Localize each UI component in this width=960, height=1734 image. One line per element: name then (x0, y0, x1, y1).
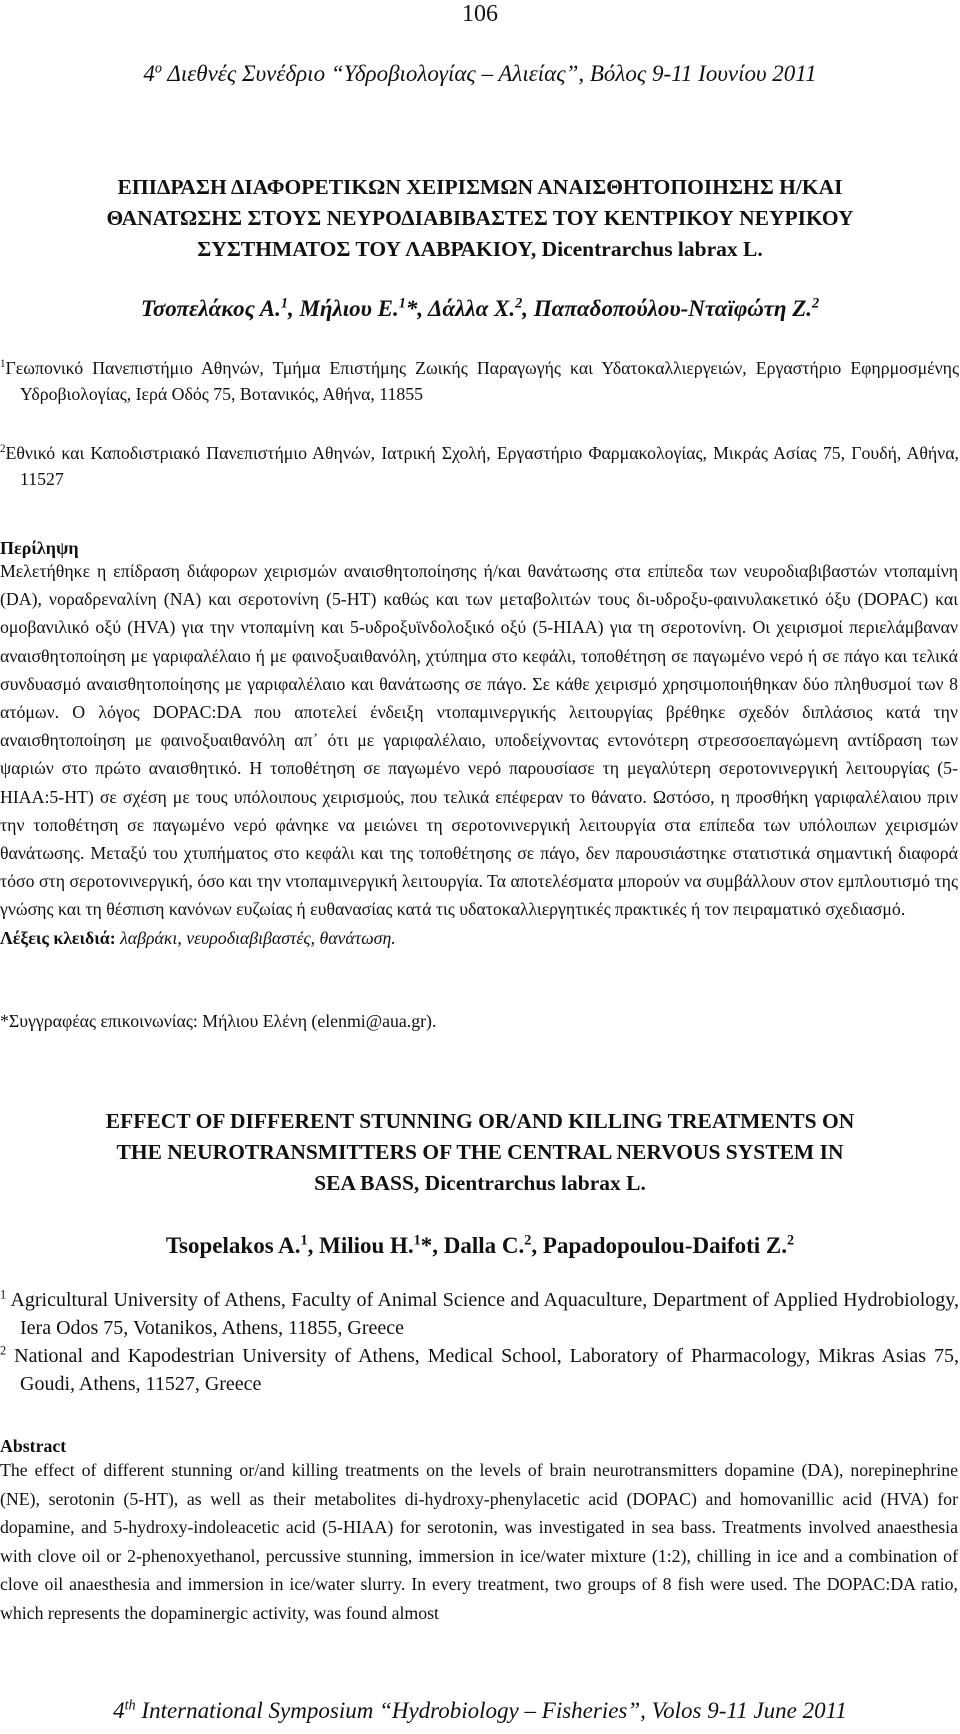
author-name: , Miliou H. (307, 1233, 414, 1258)
running-header (0, 60, 960, 88)
author-sup: 2 (812, 295, 820, 312)
author-sup: 2 (787, 1232, 795, 1249)
greek-abstract-text: Μελετήθηκε η επίδραση διάφορων χειρισμών αναισθητοποίησης ή/και θανάτωσης στα επίπεδα των νευροδιαβιβαστών ντοπαμίνη (DA), νοραδρεναλίνη (NA) και σεροτονίνη (5-HT) καθώς και των μεταβολιτών τους δι-υδροξυ-φαινυλακετικό όξυ (DOPAC) και ομοβανιλικό οξύ (HVA) για την ντοπαμίνη και 5-υδροξυϊνδολοξικό οξύ (5-HIAA) για τη σεροτονίνη. Οι χειρισμοί περιελάμβαναν αναισθητοποίηση με γαριφαλέλαιο ή με φαινοξυαιθανόλη, χτύπημα στο κεφάλι, τοποθέτηση σε παγωμένο νερό ή σε πάγο και τελικά συνδυασμό αναισθητοποίησης με γαριφαλέλαιο και θανάτωσης σε πάγο. Σε κάθε χειρισμό χρησιμοποιήθηκαν δύο πληθυσμοί των 8 ατόμων. Ο λόγος DOPAC:DA που αποτελεί ένδειξη ντοπαμινεργικής λειτουργίας βρέθηκε σχεδόν διπλάσιος κατά την αναισθητοποίηση με φαινοξυαιθανόλη απ᾽ ότι με γαριφαλέλαιο, υποδείχνοντας εντονότερη στρεσσοεπαγώμενη αντίδραση των ψαριών στο πρώτο αναισθητικό. Η τοποθέτηση σε παγωμένο νερό παρουσίασε τη μεγαλύτερη σεροτονινεργική λειτουργίας (5-HIAA:5-HT) σε σχέση με τους υπόλοιπους χειρισμούς, που τελικά επέφεραν το θάνατο. Ωστόσο, η προσθήκη γαριφαλέλαιου πριν την τοποθέτηση σε παγωμένο νερό φάνηκε να μειώνει τη σεροτονινεργική λειτουργία στα επίπεδα των υπόλοιπων χειρισμών θανάτωσης. Μεταξύ του χτυπήματος στο κεφάλι και της τοποθέτησης σε πάγο, δεν παρουσιάστηκε στατιστικά σημαντική διαφορά τόσο στη σεροτονινεργική, όσο και την ντοπαμινεργική λειτουργία. Τα αποτελέσματα μπορούν να συμβάλλουν στον εμπλουτισμό της γνώσης και τη θέσπιση κανόνων ευζωίας ή ευθανασίας κατά τις υδατοκαλλιεργητικές πρακτικές ή τον πειραματικό σχεδιασμό. (0, 561, 958, 920)
greek-title-line: ΕΠΙΔΡΑΣΗ ΔΙΑΦΟΡΕΤΙΚΩΝ ΧΕΙΡΙΣΜΩΝ ΑΝΑΙΣΘΗΤΟΠΟΙΗΣΗΣ Η/ΚΑΙ (117, 175, 843, 199)
english-abstract-heading: Abstract (0, 1436, 67, 1456)
greek-title (0, 172, 960, 265)
affiliation-sup: 2 (0, 443, 6, 456)
author-sup: 1 (300, 1232, 308, 1249)
greek-affiliation-2 (0, 440, 960, 492)
keywords: λαβράκι, νευροδιαβιβαστές, θανάτωση. (115, 927, 396, 948)
affiliation-sup: 1 (0, 358, 6, 371)
author-sup: 1 (280, 295, 288, 312)
author-sup: 2 (515, 295, 523, 312)
author-name: , Παπαδοπούλου-Νταϊφώτη Ζ. (522, 296, 812, 321)
affiliation-text: National and Kapodestrian University of Athens, Medical School, Laboratory of Pharmacology, Mikras Asias 75, Goudi, Athens, 11527, Greece (6, 1345, 959, 1395)
footer-text: International Symposium “Hydrobiology – Fisheries”, Volos 9-11 June 2011 (135, 1698, 847, 1723)
affiliation-text: Γεωπονικό Πανεπιστήμιο Αθηνών, Τμήμα Επιστήμης Ζωικής Παραγωγής και Υδατοκαλλιεργειών, Εργαστήριο Εφηρμοσμένης Υδροβιολογίας, Ιερά Οδός 75, Βοτανικός, Αθήνα, 11855 (5, 358, 959, 404)
author-sup: 1 (413, 1232, 421, 1249)
english-authors (0, 1232, 960, 1260)
author-name: Τσοπελάκος Α. (140, 296, 281, 321)
footer-ordinal: 4 (113, 1698, 125, 1723)
page-number: 106 (462, 1, 498, 27)
english-title-line: EFFECT OF DIFFERENT STUNNING OR/AND KILLING TREATMENTS ON (105, 1109, 855, 1133)
affiliation-text: Agricultural University of Athens, Faculty of Animal Science and Aquaculture, Department of Applied Hydrobiology, Iera Odos 75, Votanikos, Athens, 11855, Greece (6, 1289, 959, 1339)
author-name: , Papadopoulou-Daifoti Z. (531, 1233, 788, 1258)
greek-abstract (0, 557, 958, 952)
greek-affiliation-1 (0, 355, 960, 407)
affiliation-sup: 1 (0, 1287, 7, 1302)
english-title-line: THE NEUROTRANSMITTERS OF THE CENTRAL NERVOUS SYSTEM IN (116, 1140, 844, 1164)
author-name: , Μήλιου Ε. (287, 296, 399, 321)
greek-authors (0, 295, 960, 323)
running-footer (0, 1697, 960, 1725)
affiliation-text: Εθνικό και Καποδιστριακό Πανεπιστήμιο Αθηνών, Ιατρική Σχολή, Εργαστήριο Φαρμακολογίας, Μικράς Ασίας 75, Γουδή, Αθήνα, 11527 (5, 443, 959, 489)
author-name: *, Dalla C. (420, 1233, 525, 1258)
english-affiliation-2 (0, 1342, 960, 1398)
greek-abstract-heading: Περίληψη (0, 538, 79, 558)
author-sup: 1 (398, 295, 406, 312)
author-name: *, Δάλλα Χ. (405, 296, 516, 321)
author-sup: 2 (524, 1232, 532, 1249)
author-name: Tsopelakos A. (165, 1233, 301, 1258)
correspondence: *Συγγραφέας επικοινωνίας: Μήλιου Ελένη (elenmi@aua.gr). (0, 1011, 437, 1031)
english-title-line: SEA BASS, Dicentrarchus labrax L. (314, 1171, 646, 1195)
header-ordinal: 4 (143, 61, 155, 86)
greek-title-line: ΣΥΣΤΗΜΑΤΟΣ ΤΟΥ ΛΑΒΡΑΚΙΟΥ, Dicentrarchus labrax L. (197, 237, 763, 261)
greek-title-line: ΘΑΝΑΤΩΣΗΣ ΣΤΟΥΣ ΝΕΥΡΟΔΙΑΒΙΒΑΣΤΕΣ ΤΟΥ ΚΕΝΤΡΙΚΟΥ ΝΕΥΡΙΚΟΥ (106, 206, 854, 230)
english-affiliation-1 (0, 1286, 960, 1342)
footer-ordinal-sup: th (124, 1697, 136, 1714)
keywords-label: Λέξεις κλειδιά: (0, 927, 116, 948)
header-text: Διεθνές Συνέδριο “Υδροβιολογίας – Αλιείας”, Βόλος 9-11 Ιουνίου 2011 (162, 61, 817, 86)
english-title (0, 1106, 960, 1199)
header-ordinal-sup: ο (154, 60, 163, 77)
affiliation-sup: 2 (0, 1343, 7, 1358)
english-abstract: The effect of different stunning or/and killing treatments on the levels of brain neurotransmitters dopamine (DA), norepinephrine (NE), serotonin (5-HT), as well as their metabolites di-hydroxy-phenylacetic acid (DOPAC) and homovanillic acid (HVA) for dopamine, and 5-hydroxy-indoleacetic acid (5-HIAA) for serotonin, was investigated in sea bass. Treatments involved anaesthesia with clove oil or 2-phenoxyethanol, percussive stunning, immersion in ice/water mixture (1:2), chilling in ice and a combination of clove oil anaesthesia and immersion in ice/water slurry. In every treatment, two groups of 8 fish were used. The DOPAC:DA ratio, which represents the dopaminergic activity, was found almost (0, 1460, 958, 1623)
